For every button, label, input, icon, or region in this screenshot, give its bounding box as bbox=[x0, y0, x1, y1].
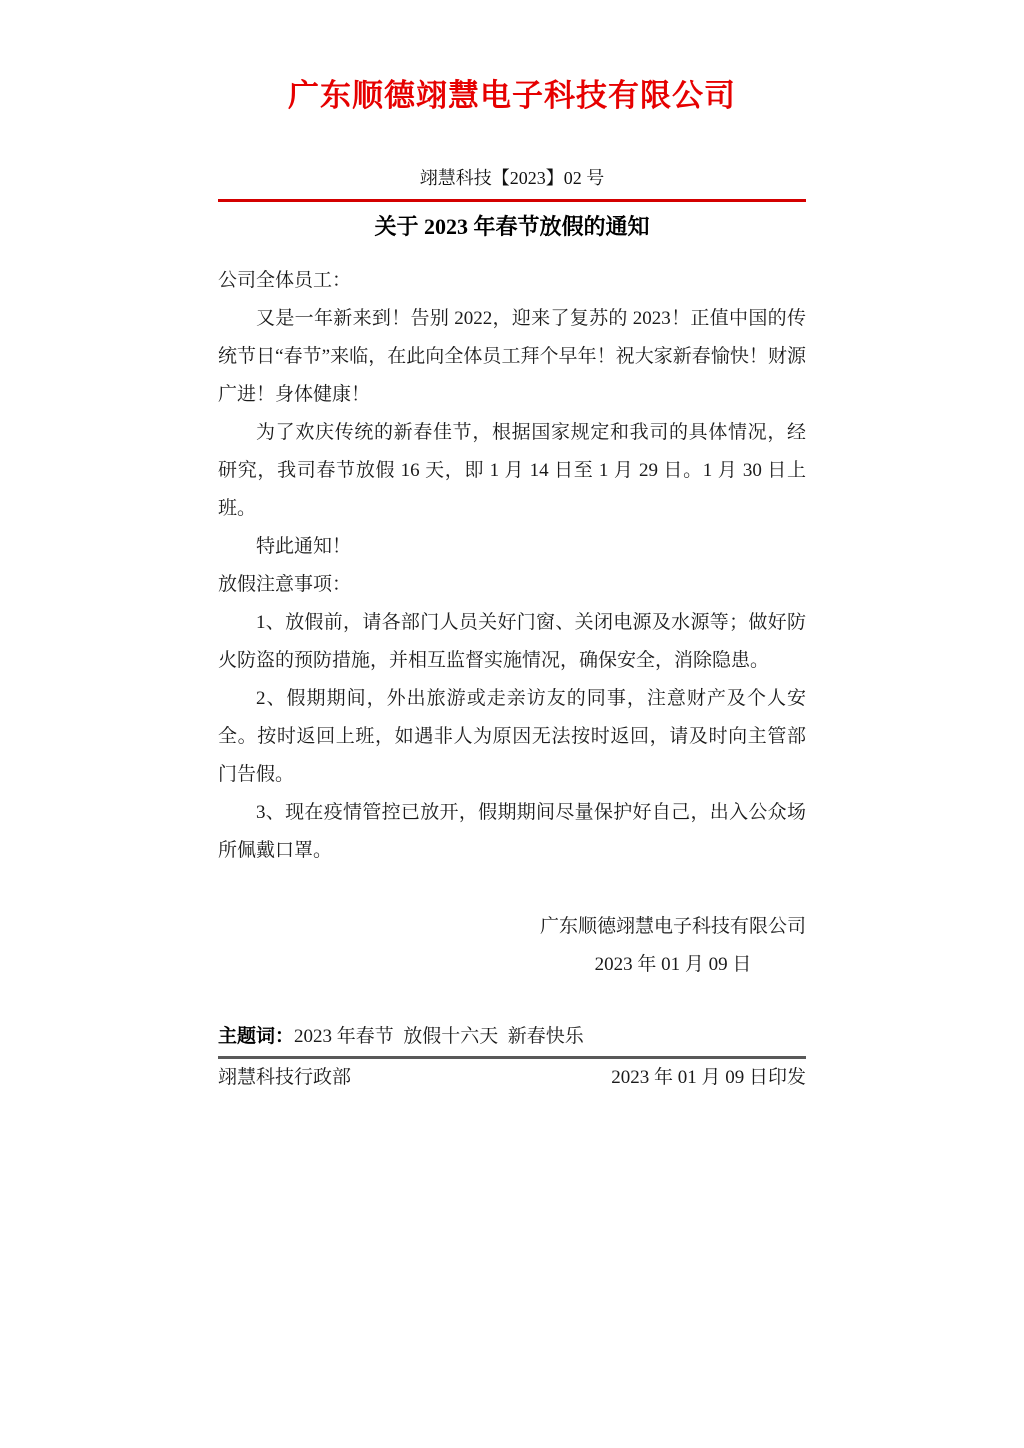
paragraph-greeting: 又是一年新来到！告别 2022，迎来了复苏的 2023！正值中国的传统节日“春节”来临，在此向全体员工拜个早年！祝大家新春愉快！财源广进！身体健康！ bbox=[218, 308, 806, 405]
keywords-row bbox=[218, 1018, 806, 1056]
company-header: 广东顺德翊慧电子科技有限公司 bbox=[288, 78, 736, 113]
document-content bbox=[218, 0, 806, 1097]
signature-company: 广东顺德翊慧电子科技有限公司 bbox=[539, 916, 806, 937]
footer-row bbox=[218, 1059, 806, 1097]
note-item-3: 3、现在疫情管控已放开，假期期间尽量保护好自己，出入公众场所佩戴口罩。 bbox=[218, 802, 806, 861]
document-body bbox=[218, 262, 806, 1097]
signature-inner bbox=[540, 908, 806, 984]
note-item-2: 2、假期期间，外出旅游或走亲访友的同事，注意财产及个人安全。按时返回上班，如遇非人为原因无法按时返回，请及时向主管部门告假。 bbox=[218, 688, 806, 785]
paragraph-holiday-dates: 为了欢庆传统的新春佳节，根据国家规定和我司的具体情况，经研究，我司春节放假 16 天，即 1 月 14 日至 1 月 29 日。1 月 30 日上班。 bbox=[218, 422, 806, 519]
footer-issue-date: 2023 年 01 月 09 日印发 bbox=[611, 1067, 806, 1088]
keywords-text: 2023 年春节 放假十六天 新春快乐 bbox=[294, 1026, 584, 1047]
signature-date: 2023 年 01 月 09 日 bbox=[594, 954, 752, 975]
note-item-1: 1、放假前，请各部门人员关好门窗、关闭电源及水源等；做好防火防盗的预防措施，并相互监督实施情况，确保安全，消除隐患。 bbox=[218, 612, 806, 671]
doc-number: 翊慧科技【2023】02 号 bbox=[419, 168, 605, 188]
footer-issuer: 翊慧科技行政部 bbox=[218, 1067, 352, 1088]
doc-title: 关于 2023 年春节放假的通知 bbox=[374, 214, 650, 239]
signature-block bbox=[218, 908, 806, 984]
notes-heading: 放假注意事项： bbox=[218, 574, 352, 595]
paragraph-hereby-notice: 特此通知！ bbox=[256, 536, 352, 557]
red-divider bbox=[218, 199, 806, 202]
salutation: 公司全体员工： bbox=[218, 270, 352, 291]
keywords-label: 主题词： bbox=[218, 1026, 295, 1047]
